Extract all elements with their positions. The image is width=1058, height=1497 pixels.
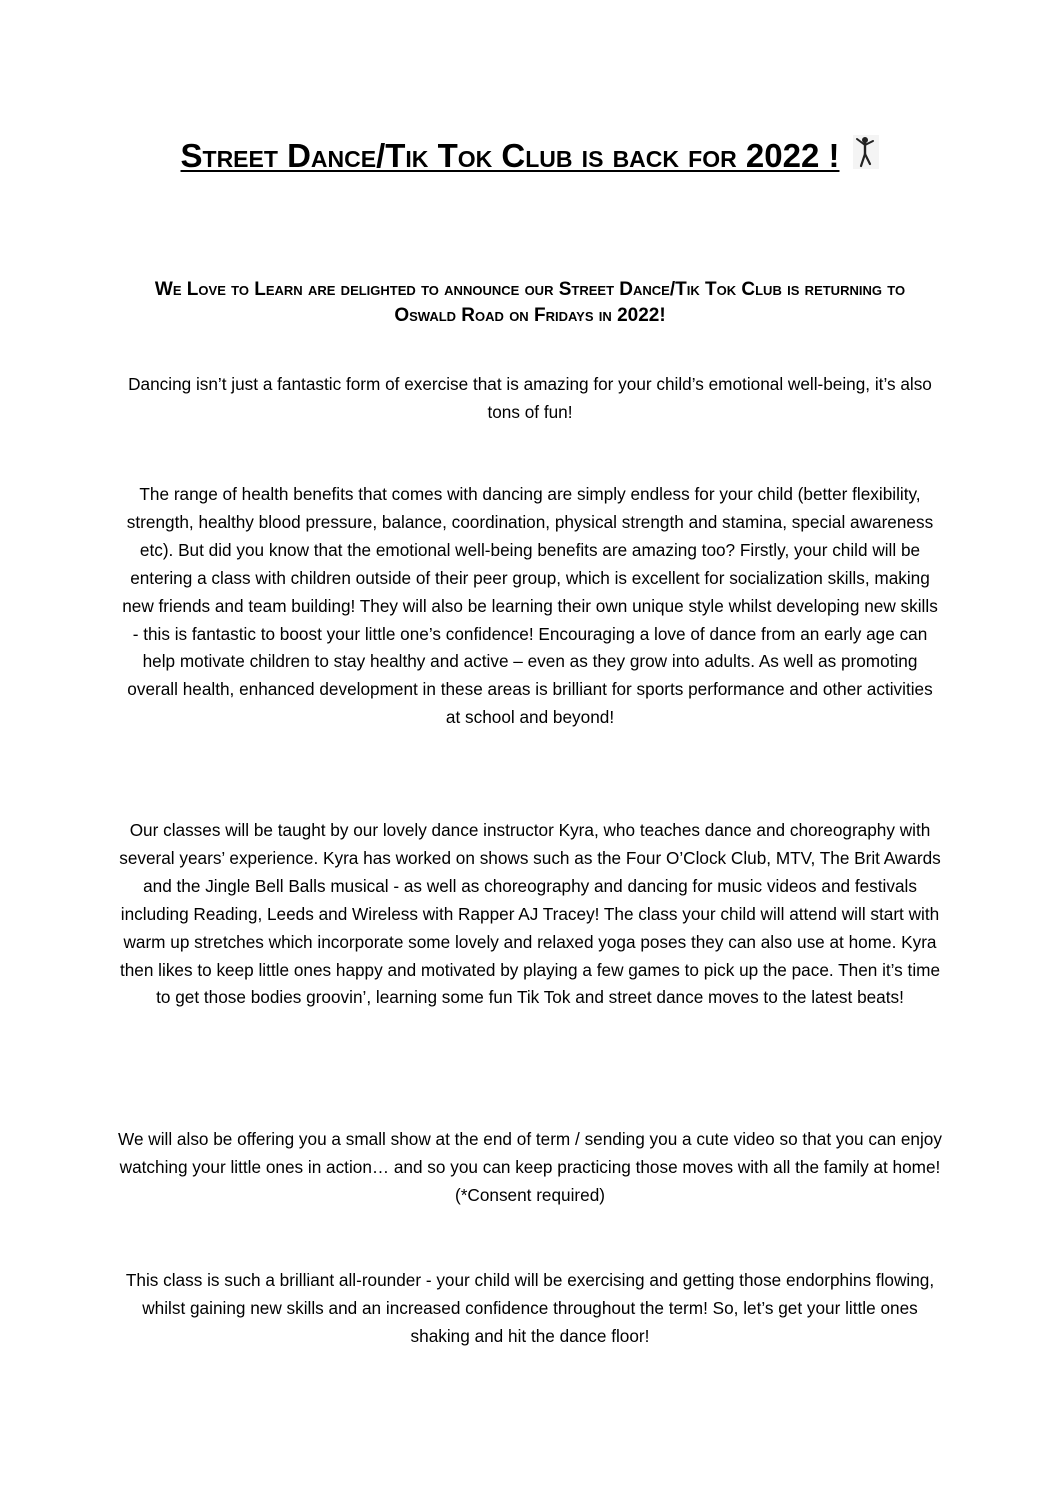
page-title: [110, 133, 950, 179]
announcement-subtitle: We Love to Learn are delighted to announce our Street Dance/Tik Tok Club is returning to Oswald Road on Fridays in 2022!: [154, 279, 906, 326]
paragraph-intro: Dancing isn’t just a fantastic form of exercise that is amazing for your child’s emotional well-being, it’s also tons of fun!: [128, 374, 932, 422]
dancer-icon: [853, 135, 879, 169]
paragraph-show-video: We will also be offering you a small show at the end of term / sending you a cute video so that you can enjoy watching your little ones in action… and so you can keep practicing those moves with all the family at home! (*Consent required): [118, 1129, 942, 1205]
paragraph-instructor: Our classes will be taught by our lovely dance instructor Kyra, who teaches dance and choreography with several years’ experience. Kyra has worked on shows such as the Four O’Clock Club, MTV, The Brit Awards and the Jingle Bell Balls musical - as well as choreography and dancing for music videos and festivals including Reading, Leeds and Wireless with Rapper AJ Tracey! The class your child will attend will start with warm up stretches which incorporate some lovely and relaxed yoga poses they can also use at home. Kyra then likes to keep little ones happy and motivated by playing a few games to pick up the pace. Then it’s time to get those bodies groovin’, learning some fun Tik Tok and street dance moves to the latest beats!: [119, 820, 941, 1008]
paragraph-health-benefits: The range of health benefits that comes with dancing are simply endless for your child (better flexibility, strength, healthy blood pressure, balance, coordination, physical strength and stamina, special awareness etc). But did you know that the emotional well-being benefits are amazing too? Firstly, your child will be entering a class with children outside of their peer group, which is excellent for socialization skills, making new friends and team building! They will also be learning their own unique style whilst developing new skills - this is fantastic to boost your little one’s confidence! Encouraging a love of dance from an early age can help motivate children to stay healthy and active – even as they grow into adults. As well as promoting overall health, enhanced development in these areas is brilliant for sports performance and other activities at school and beyond!: [122, 484, 938, 728]
paragraph-closing: This class is such a brilliant all-rounder - your child will be exercising and getting those endorphins flowing, whilst gaining new skills and an increased confidence throughout the term! So, let’s get your little ones shaking and hit the dance floor!: [125, 1270, 935, 1346]
page-title-text: Street Dance/Tik Tok Club is back for 2022 !: [180, 137, 840, 174]
